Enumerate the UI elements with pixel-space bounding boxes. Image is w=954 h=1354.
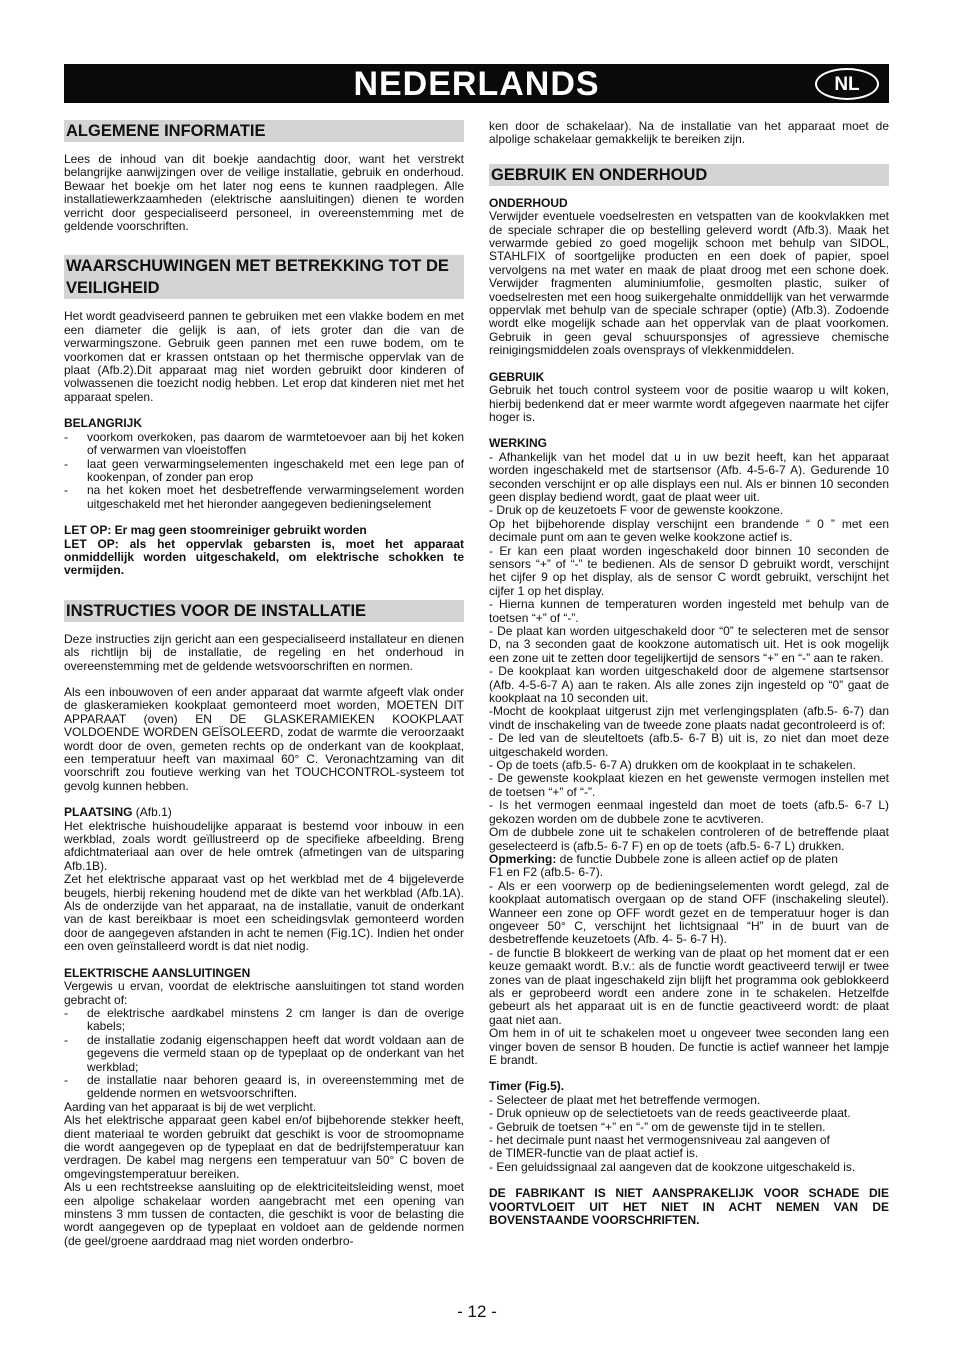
paragraph: Het elektrische huishoudelijke apparaat is bestemd voor inbouw in een werkblad, zoals wordt geïllustreerd op de specifieke afbeelding. Breng afdichtmateriaal aan over de hele omtrek (afmetingen van de uitsparing Afb.1B). <box>64 818 464 873</box>
figure-ref: (Afb.1) <box>132 805 172 820</box>
language-badge: NL <box>815 68 879 100</box>
paragraph: - Er kan een plaat worden ingeschakeld door binnen 10 seconden de sensors “+” of “-” te bedienen. Als de sensor D gebruikt wordt, verschijnt het cijfer 9 op het display, als de sensor C wordt gebruikt, verschijnt het cijfer 1 op het display. <box>489 543 889 598</box>
list-item: - voorkom overkoken, pas daarom de warmtetoevoer aan bij het koken of verwarmen van vloeistoffen <box>64 431 464 458</box>
note-label: Opmerking: <box>489 851 557 866</box>
language-banner <box>64 64 889 103</box>
list-item: - de elektrische aardkabel minstens 2 cm langer is dan de overige kabels; <box>64 1007 464 1034</box>
paragraph: - de functie B blokkeert de werking van de plaat op het moment dat er een keuze gemaakt wordt. B.v.: als de functie wordt geactiveerd terwijl er twee zones van de plaat ingeschakeld zijn blijft het programma ook geblokkeerd als er geprobeerd wordt een andere zone in te schakelen. Hetzelfde gebeurt als het apparaat uit is en de functie geactiveerd wordt: de plaat gaat niet aan. <box>489 945 889 1027</box>
paragraph: - De kookplaat kan worden uitgeschakeld door de algemene startsensor (Afb. 4-5-6-7 A) aan te raken. Als alle zones zijn ingesteld op “0” gaat de kookplaat na 10 seconden uit. <box>489 664 889 706</box>
paragraph: Als u een rechtstreekse aansluiting op de elektriciteitsleiding wenst, moet een alpolige schakelaar worden aangebracht met een opening van minstens 3 mm tussen de contacten, die geschikt is voor de belasting die wordt aangegeven op de typeplaat en voldoet aan de geldende normen (de geel/groene aarddraad mag niet worden onderbro- <box>64 1180 464 1248</box>
paragraph: Om de dubbele zone uit te schakelen controleren of de betreffende plaat geselecteerd is (afb.5- 6-7 F) en op de toets (afb.5- 6-7 L) drukken. <box>489 825 889 853</box>
paragraph: de TIMER-functie van de plaat actief is. <box>489 1146 699 1161</box>
paragraph: F1 en F2 (afb.5- 6-7). <box>489 865 604 880</box>
paragraph: Verwijder eventuele voedselresten en vetspatten van de kookvlakken met de speciale schraper die op bestelling geleverd wordt (Afb.3). Maak het verwarmde gebied zo goed mogelijk schoon met behulp van SIDOL, STAHLFIX of soortgelijke producten en een doek of papier, spoel vervolgens na met water en maak de plaat droog met een schone doek. Verwijder fragmenten aluminiumfolie, gesmolten plastic, suiker of voedselresten met een hoog suikergehalte onmiddellijk van het verwarmde oppervlak met behulp van de speciale schraper (optie) (Afb.3). Zodoende wordt elke mogelijk schade aan het oppervlak van de plaat voorkomen. Gebruik in geen geval schuursponsjes of agressieve chemische reinigingsmiddelen zoals ovensprays of vlekkenmiddelen. <box>489 209 889 358</box>
right-column <box>489 120 889 1227</box>
paragraph: -Mocht de kookplaat uitgerust zijn met verlengingsplaten (afb.5- 6-7) dan vindt de inschakeling van de tweede zone plaats nadat gecontroleerd is of: <box>489 704 889 732</box>
warning-list <box>64 431 464 511</box>
paragraph: - Druk op de keuzetoets F voor de gewenste kookzone. <box>489 503 784 518</box>
list-item: - de installatie zodanig eigenschappen heeft dat wordt voldaan aan de gegevens die vermeld staan op de typeplaat op de onderkant van het werkblad; <box>64 1034 464 1074</box>
note-text: de functie Dubbele zone is alleen actief op de platen <box>556 851 838 866</box>
list-item: - de installatie naar behoren geaard is, in overeenstemming met de geldende normen en wetsvoorschriften. <box>64 1074 464 1101</box>
left-column <box>64 120 464 1248</box>
paragraph: - De gewenste kookplaat kiezen en het gewenste vermogen instellen met de toetsen “+” of “-”. <box>489 771 889 799</box>
warning-text: LET OP: als het oppervlak gebarsten is, moet het apparaat onmiddellijk worden uitgeschakeld, om elektrische schokken te vermijden. <box>64 536 464 578</box>
warning-text: LET OP: Er mag geen stoomreiniger gebruikt worden <box>64 523 367 538</box>
subheading: ELEKTRISCHE AANSLUITINGEN <box>64 965 251 980</box>
note-line <box>489 853 889 866</box>
paragraph: Als een inbouwoven of een ander apparaat dat warmte afgeeft vlak onder de glaskeramieken kookplaat gemonteerd moet worden, MOETEN DIT APPARAAT (oven) EN DE GLASKERAMIEKEN KOOKPLAAT VOLDOENDE WORDEN GEÏSOLEERD, zodat de warmte die veroorzaakt wordt door de oven, gemeten rechts op de onderkant van de kookplaat, een temperatuur heeft van maximaal 60° C. Veronachtzaming van dit voorschrift zou foutieve werking van het TOUCHCONTROL-systeem tot gevolg kunnen hebben. <box>64 684 464 793</box>
disclaimer: DE FABRIKANT IS NIET AANSPRAKELIJK VOOR SCHADE DIE VOORTVLOEIT UIT HET NIET IN ACHT NEMEN VAN DE BOVENSTAANDE VOORSCHRIFTEN. <box>489 1186 889 1228</box>
section-heading: WAARSCHUWINGEN MET BETREKKING TOT DE VEILIGHEID <box>64 255 464 299</box>
section-heading: ALGEMENE INFORMATIE <box>64 120 464 142</box>
paragraph: - Hierna kunnen de temperaturen worden ingesteld met behulp van de toetsen “+” of “-”. <box>489 597 889 625</box>
paragraph: - het decimale punt naast het vermogensniveau zal aangeven of <box>489 1133 830 1148</box>
paragraph: Het wordt geadviseerd pannen te gebruiken met een vlakke bodem en met een diameter die gelijk is aan, of iets groter dan die van de verwarmingszone. Gebruik geen pannen met een ruwe bodem, om te voorkomen dat er krassen ontstaan op het thermische oppervlak van de plaat (Afb.2).Dit apparaat mag niet worden gebruikt door kinderen of volwassenen die toezicht nodig hebben. Let erop dat kinderen niet met het apparaat spelen. <box>64 309 464 404</box>
subheading: BELANGRIJK <box>64 416 143 431</box>
paragraph: - Op de toets (afb.5- 6-7 A) drukken om de kookplaat in te schakelen. <box>489 758 856 773</box>
paragraph: - Selecteer de plaat met het betreffende vermogen. <box>489 1092 761 1107</box>
paragraph: Lees de inhoud van dit boekje aandachtig door, want het verstrekt belangrijke aanwijzingen over de veilige installatie, gebruik en onderhoud. Bewaar het boekje om het later nog eens te kunnen raadplegen. Alle installatiewerkzaamheden (elektrische aansluitingen) dienen te worden verricht door gespecialiseerd personeel, in overeenstemming met de geldende voorschriften. <box>64 152 464 234</box>
list-item: - na het koken moet het desbetreffende verwarmingselement worden uitgeschakeld met het hieronder aangegeven bedieningselement <box>64 484 464 511</box>
paragraph: - Is het vermogen eenmaal ingesteld dan moet de toets (afb.5- 6-7 L) gekozen worden om de dubbele zone te acvtiveren. <box>489 798 889 826</box>
paragraph: ken door de schakelaar). Na de installatie van het apparaat moet de alpolige schakelaar gemakkelijk te bereiken zijn. <box>489 119 889 147</box>
paragraph: Om hem in of uit te schakelen moet u ongeveer twee seconden lang een vinger boven de sensor B houden. De functie is actief wanneer het lampje E brandt. <box>489 1026 889 1067</box>
subheading: WERKING <box>489 436 547 451</box>
paragraph: - Als er een voorwerp op de bedieningselementen wordt gelegd, zal de kookplaat automatisch overgaan op de stand OFF (inschakeling sleutel). Wanneer een zone op OFF wordt gezet en de temperatuur hoger is dan ongeveer 50° C, verschijnt het lichtsignaal “H” in de buurt van de desbetreffende keuzetoets (Afb. 4- 5- 6-7 H). <box>489 878 889 947</box>
list-item: - laat geen verwarmingselementen ingeschakeld met een lege pan of kookenpan, of zonder pan erop <box>64 458 464 485</box>
page-number: - 12 - <box>457 1302 497 1321</box>
paragraph: Gebruik het touch control systeem voor de positie waarop u wilt koken, hierbij bedenkend dat er meer warmte wordt afgegeven naarmate het cijfer hoger is. <box>489 383 889 424</box>
page-title: NEDERLANDS <box>353 65 600 103</box>
paragraph: Aarding van het apparaat is bij de wet verplicht. <box>64 1099 317 1114</box>
paragraph: Zet het elektrische apparaat vast op het werkblad met de 4 bijgeleverde beugels, hierbij rekening houdend met de dikte van het werkblad (Afb.1A). Als de onderzijde van het apparaat, na de installatie, vanuit de onderkant van de kast bereikbaar is moet een scheidingsvlak gemonteerd worden door de aangegeven afstanden in acht te nemen (Fig.1C). Indien het onder een oven geïnstalleerd wordt is dat niet nodig. <box>64 872 464 954</box>
paragraph: - Druk opnieuw op de selectietoets van de reeds geactiveerde plaat. <box>489 1106 851 1121</box>
paragraph: Op het bijbehorende display verschijnt een brandende “ 0 ” met een decimale punt om aan te geven welke kookzone actief is. <box>489 516 889 545</box>
subheading: ONDERHOUD <box>489 195 568 210</box>
requirements-list <box>64 1007 464 1101</box>
section-heading: INSTRUCTIES VOOR DE INSTALLATIE <box>64 600 464 622</box>
paragraph: Als het elektrische apparaat geen kabel en/of bijbehorende stekker heeft, dient materiaal te worden gebruikt dat geschikt is voor de stroomopname die wordt aangegeven op de typeplaat en dat de bedrijfstemperatuur kan verdragen. De kabel mag nergens een temperatuur van 50° C boven de omgevingstemperatuur bereiken. <box>64 1113 464 1181</box>
paragraph: - Gebruik de toetsen “+” en “-” om de gewenste tijd in te stellen. <box>489 1119 826 1134</box>
subheading: Timer (Fig.5). <box>489 1079 565 1094</box>
paragraph: - Een geluidssignaal zal aangeven dat de kookzone uitgeschakeld is. <box>489 1159 856 1174</box>
subheading-line <box>64 806 464 819</box>
subheading: PLAATSING <box>64 805 133 820</box>
paragraph: Vergewis u ervan, voordat de elektrische aansluitingen tot stand worden gebracht of: <box>64 979 464 1007</box>
paragraph: - De plaat kan worden uitgeschakeld door “0” te selecteren met de sensor D, na 3 seconden gaat de kookzone automatisch uit. Het is ook mogelijk een zone uit te zetten door tegelijkertijd de sensors “+” en “-” aan te raken. <box>489 624 889 665</box>
paragraph: Deze instructies zijn gericht aan een gespecialiseerd installateur en dienen als richtlijn bij de installatie, de regeling en het onderhoud in overeenstemming met de geldende wetsvoorschriften en normen. <box>64 631 464 673</box>
section-heading: GEBRUIK EN ONDERHOUD <box>489 164 889 186</box>
subheading: GEBRUIK <box>489 369 545 384</box>
paragraph: - Afhankelijk van het model dat u in uw bezit heeft, kan het apparaat worden ingeschakeld met de startsensor (Afb. 4-5-6-7 A). Gedurende 10 seconden verschijnt er op alle displays een nul. Als er binnen 10 seconden geen display bediend wordt, gaat de plaat weer uit. <box>489 449 889 504</box>
paragraph: - De led van de sleuteltoets (afb.5- 6-7 B) uit is, zo niet dan moet deze uitgeschakeld worden. <box>489 731 889 759</box>
